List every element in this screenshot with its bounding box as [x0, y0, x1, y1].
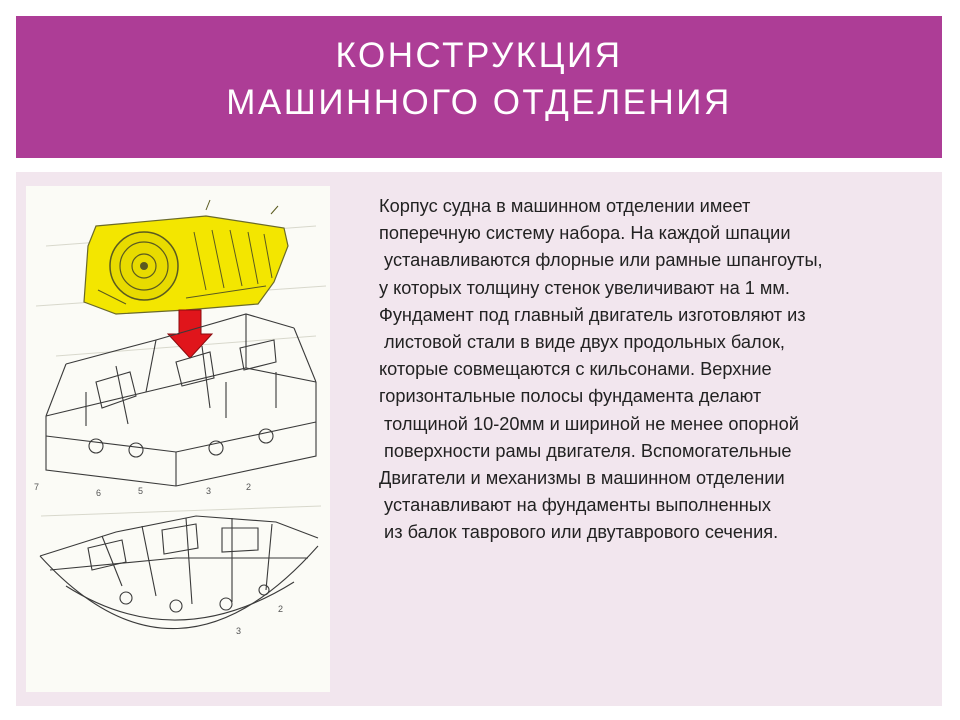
body-line-7: которые совмещаются с кильсонами. Верхние [379, 359, 772, 380]
body-line-8: горизонтальные полосы фундамента делают [379, 386, 762, 407]
svg-text:7: 7 [34, 482, 40, 492]
svg-text:2: 2 [278, 604, 284, 614]
svg-text:6: 6 [96, 488, 102, 498]
engine-block-icon [84, 200, 288, 314]
body-text [379, 193, 939, 547]
figure-drawing [26, 186, 330, 692]
title-line-1: КОНСТРУКЦИЯ [335, 36, 623, 75]
body-line-1: Корпус судна в машинном отделении имеет [379, 196, 751, 216]
hull-section-icon [40, 516, 318, 636]
body-line-11: Двигатели и механизмы в машинном отделении [379, 468, 785, 489]
svg-text:2: 2 [246, 482, 252, 492]
down-arrow-icon [168, 310, 212, 358]
body-line-9: толщиной 10-20мм и шириной не менее опорной [379, 413, 799, 434]
body-line-10: поверхности рамы двигателя. Вспомогательные [379, 440, 792, 461]
body-line-12: устанавливают на фундаменты выполненных [379, 495, 771, 516]
body-line-3: устанавливаются флорные или рамные шпангоуты, [379, 250, 823, 271]
svg-text:3: 3 [236, 626, 242, 636]
title-line-2: МАШИННОГО ОТДЕЛЕНИЯ [226, 83, 732, 122]
svg-text:5: 5 [138, 486, 144, 496]
body-line-4: у которых толщину стенок увеличивают на 1 мм. [379, 277, 790, 298]
body-line-6: листовой стали в виде двух продольных балок, [379, 332, 785, 353]
engine-foundation-figure [26, 186, 330, 692]
body-line-13: из балок таврового или двутаврового сечения. [379, 522, 779, 543]
svg-text:3: 3 [206, 486, 212, 496]
body-line-5: Фундамент под главный двигатель изготовляют из [379, 304, 806, 325]
body-line-2: поперечную систему набора. На каждой шпации [379, 223, 791, 244]
